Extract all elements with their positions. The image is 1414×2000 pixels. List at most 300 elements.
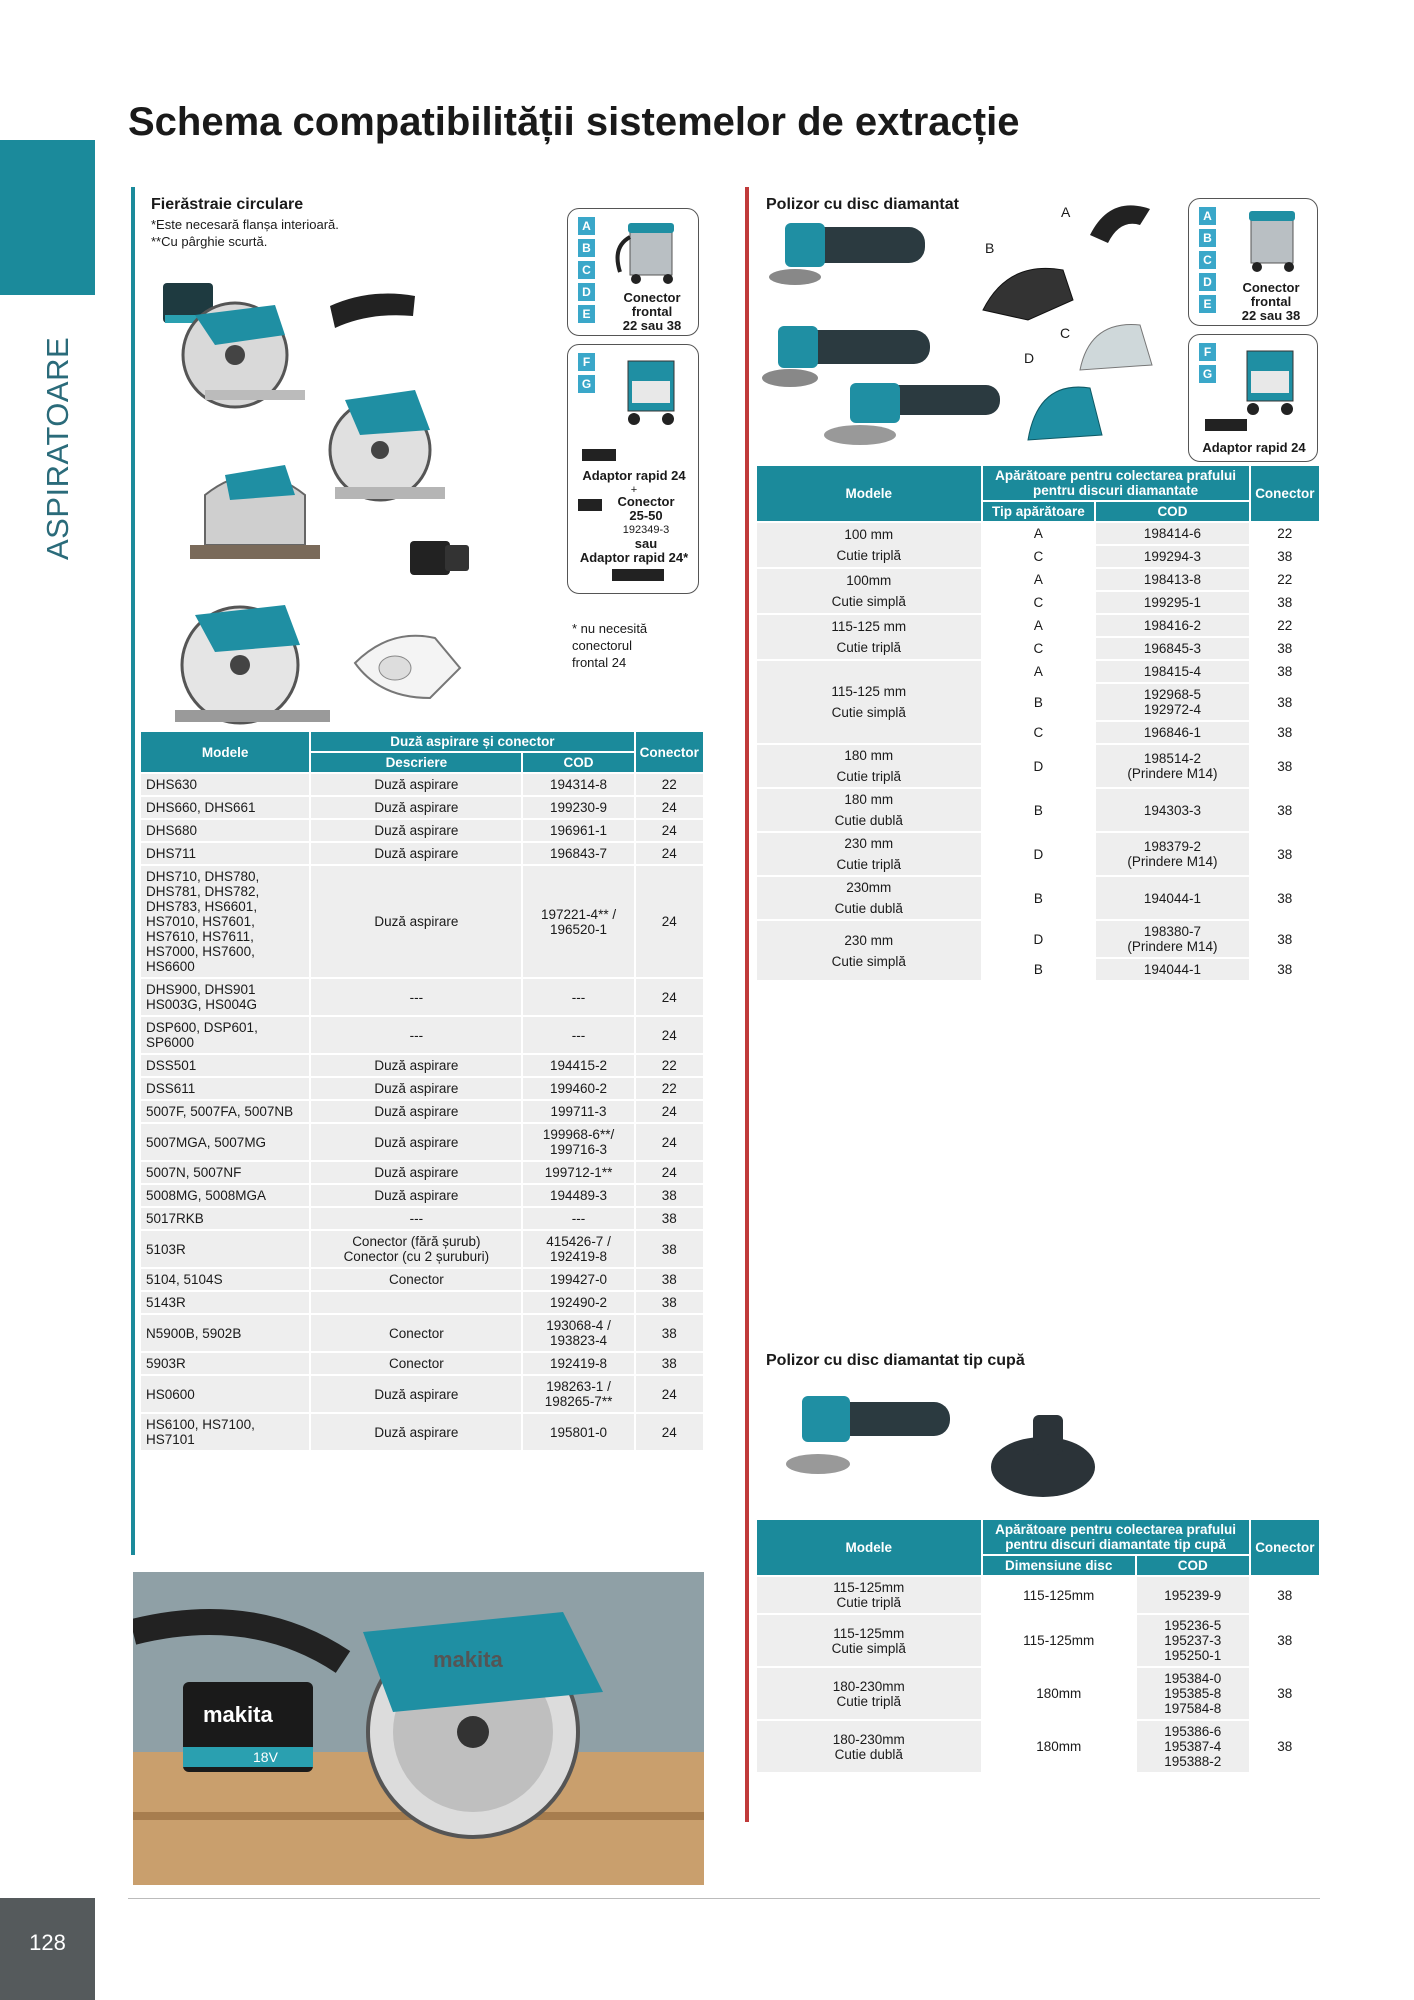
description-cell <box>311 1292 521 1313</box>
code-cell: --- <box>523 1017 633 1053</box>
model-cell <box>757 877 981 919</box>
connector-cell: 24 <box>636 1414 703 1450</box>
table-row <box>757 661 1319 682</box>
letter-badge: B <box>1199 229 1216 247</box>
header-code: COD <box>523 753 633 772</box>
table-row <box>141 866 703 977</box>
guard-type-cell: C <box>983 638 1095 659</box>
code-cell: 198263-1 / 198265-7** <box>523 1376 633 1412</box>
model-cell: DHS630 <box>141 774 309 795</box>
product-photo <box>133 1572 704 1885</box>
letter-badge: G <box>578 375 595 393</box>
guard-type-cell: B <box>983 789 1095 831</box>
guard-type-cell: B <box>983 877 1095 919</box>
connector-size: 25-50 <box>629 508 663 523</box>
connector-cell: 24 <box>636 1376 703 1412</box>
model-cell: DHS660, DHS661 <box>141 797 309 818</box>
footnote-line: frontal 24 <box>572 655 627 670</box>
cup-grinder-image <box>778 1388 958 1498</box>
caption-line: frontal <box>1250 294 1292 309</box>
code-cell: 193068-4 / 193823-4 <box>523 1315 633 1351</box>
table-row <box>141 1353 703 1374</box>
description-cell: --- <box>311 1208 521 1229</box>
table-row <box>141 1376 703 1412</box>
table-row <box>141 1124 703 1160</box>
guard-type-cell: B <box>983 684 1095 720</box>
vacuum-cleaner-icon <box>610 217 695 287</box>
table-row <box>757 1615 1319 1666</box>
cup-guard-table <box>755 1518 1321 1774</box>
connector-cell: 22 <box>1251 569 1319 590</box>
accessory-box-quick-adapter <box>1188 334 1318 462</box>
connector-cell: 22 <box>1251 523 1319 544</box>
header-models: Modele <box>757 1520 981 1575</box>
description-cell: Conector <box>311 1269 521 1290</box>
table-row <box>757 615 1319 636</box>
table-row <box>141 1101 703 1122</box>
table-row <box>141 797 703 818</box>
code-cell: 198416-2 <box>1096 615 1248 636</box>
model-size: 115-125mm <box>833 1580 905 1595</box>
table-row <box>757 1577 1319 1613</box>
table-row <box>141 979 703 1015</box>
table-row <box>757 921 1319 957</box>
header-connector: Conector <box>1251 466 1319 521</box>
code-cell: 192490-2 <box>523 1292 633 1313</box>
description-cell: Duză aspirare <box>311 797 521 818</box>
guard-type-cell: D <box>983 921 1095 957</box>
model-size: 115-125 mm <box>831 619 907 634</box>
table-row <box>757 523 1319 544</box>
code-cell: 199294-3 <box>1096 546 1248 567</box>
model-cell: 5007N, 5007NF <box>141 1162 309 1183</box>
table-row <box>757 789 1319 831</box>
footer-rule <box>128 1898 1320 1899</box>
guard-type-cell: A <box>983 523 1095 544</box>
caption-line: Conector <box>623 290 681 305</box>
model-size: 180 mm <box>844 748 894 763</box>
header-connector: Conector <box>1251 1520 1319 1575</box>
description-cell: Duză aspirare <box>311 1185 521 1206</box>
model-cell <box>757 523 981 567</box>
letter-badge: D <box>1199 273 1216 291</box>
code-cell: 195236-5 195237-3 195250-1 <box>1137 1615 1249 1666</box>
connector-cell: 38 <box>1251 1577 1319 1613</box>
plunge-saw-image <box>185 455 325 585</box>
caption-line: frontal <box>631 304 673 319</box>
header-models: Modele <box>141 732 309 772</box>
disc-size-cell: 115-125mm <box>983 1615 1135 1666</box>
accessory-box-front-connector <box>1188 198 1318 326</box>
model-packaging: Cutie dublă <box>834 901 903 916</box>
table-row <box>141 1292 703 1313</box>
guard-type-cell: B <box>983 959 1095 980</box>
model-cell: 5103R <box>141 1231 309 1267</box>
table-row <box>141 1231 703 1267</box>
model-cell: DSS611 <box>141 1078 309 1099</box>
model-size: 180-230mm <box>832 1731 905 1747</box>
guard-a-image <box>1080 195 1158 250</box>
guard-d-image <box>1020 370 1110 450</box>
model-cell <box>757 789 981 831</box>
model-cell: DHS711 <box>141 843 309 864</box>
model-packaging: Cutie triplă <box>836 769 902 784</box>
connector-cell: 38 <box>1251 921 1319 957</box>
model-size: 180 mm <box>844 792 894 807</box>
connector-cell: 38 <box>1251 959 1319 980</box>
section-side-label: ASPIRATOARE <box>40 336 75 560</box>
code-cell: 199427-0 <box>523 1269 633 1290</box>
connector-cell: 24 <box>636 1162 703 1183</box>
connector-cell: 24 <box>636 820 703 841</box>
model-packaging: Cutie triplă <box>836 857 902 872</box>
table-row <box>141 1269 703 1290</box>
letter-badge: A <box>578 217 595 235</box>
adapter-icon <box>608 567 668 583</box>
model-packaging: Cutie simplă <box>831 1640 906 1656</box>
code-cell: 194044-1 <box>1096 959 1248 980</box>
code-cell: 194415-2 <box>523 1055 633 1076</box>
model-packaging: Cutie triplă <box>836 548 902 563</box>
letter-badge: C <box>1199 251 1216 269</box>
connector-cell: 38 <box>1251 789 1319 831</box>
model-cell: HS0600 <box>141 1376 309 1412</box>
adapter-label: Adaptor rapid 24 <box>1202 440 1306 455</box>
code-cell: --- <box>523 1208 633 1229</box>
description-cell: Duză aspirare <box>311 866 521 977</box>
code-cell: 198514-2 (Prindere M14) <box>1096 745 1248 787</box>
accessory-box-quick-adapter <box>567 344 699 594</box>
description-cell: Conector <box>311 1315 521 1351</box>
connector-cell: 38 <box>1251 1721 1319 1772</box>
code-cell: 196846-1 <box>1096 722 1248 743</box>
code-cell: 195801-0 <box>523 1414 633 1450</box>
table-row <box>141 774 703 795</box>
code-cell: 199295-1 <box>1096 592 1248 613</box>
model-packaging: Cutie dublă <box>834 1746 903 1762</box>
model-cell: 5903R <box>141 1353 309 1374</box>
letter-badge: E <box>1199 295 1216 313</box>
model-packaging: Cutie triplă <box>836 1693 902 1709</box>
adapter-label: Adaptor rapid 24 <box>582 468 686 483</box>
code-cell: 192419-8 <box>523 1353 633 1374</box>
header-group: Apărătoare pentru colectarea prafului pentru discuri diamantate tip cupă <box>983 1520 1249 1554</box>
connector-cell: 38 <box>636 1269 703 1290</box>
table-row <box>141 1185 703 1206</box>
model-cell <box>757 1615 981 1666</box>
caption-line: 22 sau 38 <box>622 318 682 333</box>
connector-cell: 38 <box>636 1292 703 1313</box>
model-packaging: Cutie dublă <box>834 813 903 828</box>
description-cell: Duză aspirare <box>311 774 521 795</box>
model-size: 115-125 mm <box>831 684 907 699</box>
description-cell: Duză aspirare <box>311 1078 521 1099</box>
footnote-line: * nu necesită <box>572 621 648 636</box>
header-disc-size: Dimensiune disc <box>983 1556 1135 1575</box>
vacuum-cleaner-icon <box>610 351 690 431</box>
connector-code: 192349-3 <box>622 524 670 536</box>
connector-cell: 24 <box>636 979 703 1015</box>
letter-badge: G <box>1199 365 1216 383</box>
model-cell: 5007F, 5007FA, 5007NB <box>141 1101 309 1122</box>
page-number: 128 <box>29 1930 66 1955</box>
adapter-icon <box>580 447 620 463</box>
guard-label-c: C <box>1060 325 1071 341</box>
vacuum-cleaner-icon <box>1231 205 1316 275</box>
description-cell: Duză aspirare <box>311 1124 521 1160</box>
description-cell: Duză aspirare <box>311 1162 521 1183</box>
model-cell: HS6100, HS7100, HS7101 <box>141 1414 309 1450</box>
model-packaging: Cutie simplă <box>831 594 906 609</box>
or-label: sau <box>634 536 658 551</box>
description-cell: Duză aspirare <box>311 820 521 841</box>
code-cell: 195239-9 <box>1137 1577 1249 1613</box>
vacuum-cleaner-icon <box>1229 341 1309 419</box>
diamond-grinder-heading: Polizor cu disc diamantat <box>766 196 959 213</box>
model-cell <box>757 921 981 980</box>
code-cell: 198414-6 <box>1096 523 1248 544</box>
model-cell: N5900B, 5902B <box>141 1315 309 1351</box>
table-row <box>141 843 703 864</box>
model-packaging: Cutie triplă <box>836 1595 902 1610</box>
guard-type-cell: D <box>983 833 1095 875</box>
code-cell: 415426-7 / 192419-8 <box>523 1231 633 1267</box>
connector-cell: 38 <box>1251 592 1319 613</box>
connector-cell: 38 <box>636 1353 703 1374</box>
table-row <box>141 1208 703 1229</box>
model-cell: DHS710, DHS780, DHS781, DHS782, DHS783, HS6601, HS7010, HS7601, HS7610, HS7611, HS7000, HS7600, HS6600 <box>141 866 309 977</box>
connector-label: Conector <box>617 494 675 509</box>
table-row <box>141 1315 703 1351</box>
code-cell: 198380-7 (Prindere M14) <box>1096 921 1248 957</box>
guard-adapter-image <box>350 628 465 703</box>
guard-label-a: A <box>1061 204 1071 220</box>
letter-badge: C <box>578 261 595 279</box>
letter-badge: A <box>1199 207 1216 225</box>
model-size: 230mm <box>846 880 892 895</box>
table-row <box>757 1721 1319 1772</box>
table-row <box>757 877 1319 919</box>
code-cell: 194303-3 <box>1096 789 1248 831</box>
letter-badge: F <box>1199 343 1216 361</box>
circular-saw-image-3 <box>165 590 335 740</box>
disc-size-cell: 180mm <box>983 1721 1135 1772</box>
connector-cell: 38 <box>1251 1615 1319 1666</box>
header-connector: Conector <box>636 732 703 772</box>
connector-cell: 38 <box>1251 722 1319 743</box>
model-packaging: Cutie simplă <box>831 705 906 720</box>
table-row <box>141 1414 703 1450</box>
model-cell: 5008MG, 5008MGA <box>141 1185 309 1206</box>
code-cell: 199460-2 <box>523 1078 633 1099</box>
model-cell: DSS501 <box>141 1055 309 1076</box>
guard-type-cell: A <box>983 661 1095 682</box>
guard-type-cell: C <box>983 722 1095 743</box>
guard-type-cell: C <box>983 592 1095 613</box>
code-cell: 196843-7 <box>523 843 633 864</box>
code-cell: --- <box>523 979 633 1015</box>
guard-type-cell: A <box>983 569 1095 590</box>
model-cell: 5143R <box>141 1292 309 1313</box>
code-cell: 194044-1 <box>1096 877 1248 919</box>
code-cell: 199711-3 <box>523 1101 633 1122</box>
connector-cell: 38 <box>1251 684 1319 720</box>
description-cell: Duză aspirare <box>311 1101 521 1122</box>
table-row <box>141 820 703 841</box>
guard-label-d: D <box>1024 350 1035 366</box>
angle-grinder-image-1 <box>765 215 935 310</box>
connector-cell: 38 <box>1251 877 1319 919</box>
connector-cell: 24 <box>636 1124 703 1160</box>
footnote-line: conectorul <box>572 638 632 653</box>
header-guard-type: Tip apărătoare <box>983 502 1095 521</box>
connector-cell: 24 <box>636 1017 703 1053</box>
model-cell: 5104, 5104S <box>141 1269 309 1290</box>
letter-badge: B <box>578 239 595 257</box>
code-cell: 194314-8 <box>523 774 633 795</box>
code-cell: 196961-1 <box>523 820 633 841</box>
disc-size-cell: 180mm <box>983 1668 1135 1719</box>
model-size: 100mm <box>846 573 892 588</box>
table-row <box>757 833 1319 875</box>
note-lever: **Cu pârghie scurtă. <box>151 234 268 249</box>
dust-nozzle-image <box>325 288 420 330</box>
header-group: Duză aspirare și conector <box>311 732 633 751</box>
connector-cell: 22 <box>636 1055 703 1076</box>
description-cell: Duză aspirare <box>311 843 521 864</box>
angle-grinder-image-3 <box>820 375 1005 470</box>
code-cell: 198413-8 <box>1096 569 1248 590</box>
code-cell: 199968-6**/ 199716-3 <box>523 1124 633 1160</box>
description-cell: --- <box>311 1017 521 1053</box>
connector-cell: 22 <box>1251 615 1319 636</box>
description-cell: --- <box>311 979 521 1015</box>
connector-cell: 38 <box>636 1315 703 1351</box>
cup-guard-image <box>985 1405 1105 1505</box>
note-flange: *Este necesară flanșa interioară. <box>151 217 339 232</box>
diamond-guard-table <box>755 464 1321 982</box>
model-cell: DHS680 <box>141 820 309 841</box>
letter-badge: F <box>578 353 595 371</box>
connector-cell: 38 <box>1251 745 1319 787</box>
guard-type-cell: C <box>983 546 1095 567</box>
description-cell: Duză aspirare <box>311 1055 521 1076</box>
photo-battery-text: 18V <box>253 1749 278 1765</box>
circular-saw-image-1 <box>155 275 315 415</box>
caption-line: 22 sau 38 <box>1241 308 1301 323</box>
model-cell <box>757 1721 981 1772</box>
model-cell: 5017RKB <box>141 1208 309 1229</box>
connector-cell: 38 <box>1251 546 1319 567</box>
model-size: 180-230mm <box>832 1678 905 1694</box>
model-size: 230 mm <box>844 836 894 851</box>
connector-cell: 38 <box>636 1208 703 1229</box>
right-panel-bar <box>745 187 749 1822</box>
model-size: 115-125mm <box>833 1625 905 1641</box>
model-size: 100 mm <box>844 527 894 542</box>
model-cell <box>757 615 981 659</box>
guard-b-image <box>978 250 1078 325</box>
adapter-icon <box>1203 417 1251 433</box>
code-cell: 195386-6 195387-4 195388-2 <box>1137 1721 1249 1772</box>
letter-badge: E <box>578 305 595 323</box>
connector-image <box>405 533 475 583</box>
code-cell: 196845-3 <box>1096 638 1248 659</box>
guard-type-cell: A <box>983 615 1095 636</box>
model-cell <box>757 745 981 787</box>
code-cell: 195384-0 195385-8 197584-8 <box>1137 1668 1249 1719</box>
photo-guard-brand-text: makita <box>433 1647 503 1672</box>
description-cell: Conector (fără șurub) Conector (cu 2 șuruburi) <box>311 1231 521 1267</box>
table-row <box>757 1668 1319 1719</box>
table-row <box>141 1162 703 1183</box>
side-accent-block <box>0 140 95 295</box>
table-row <box>757 745 1319 787</box>
left-panel-bar <box>131 187 135 1555</box>
model-cell <box>757 1668 981 1719</box>
model-cell <box>757 569 981 613</box>
description-cell: Conector <box>311 1353 521 1374</box>
connector-cell: 24 <box>636 1101 703 1122</box>
connector-cell: 38 <box>1251 638 1319 659</box>
header-code: COD <box>1137 1556 1249 1575</box>
table-row <box>141 1017 703 1053</box>
adapter-alt-label: Adaptor rapid 24* <box>579 550 689 565</box>
connector-cell: 22 <box>636 774 703 795</box>
code-cell: 198415-4 <box>1096 661 1248 682</box>
code-cell: 198379-2 (Prindere M14) <box>1096 833 1248 875</box>
table-row <box>141 1055 703 1076</box>
connector-cell: 24 <box>636 866 703 977</box>
description-cell: Duză aspirare <box>311 1376 521 1412</box>
code-cell: 192968-5 192972-4 <box>1096 684 1248 720</box>
table-row <box>141 1078 703 1099</box>
model-packaging: Cutie triplă <box>836 640 902 655</box>
guard-type-cell: D <box>983 745 1095 787</box>
connector-cell: 38 <box>1251 661 1319 682</box>
header-models: Modele <box>757 466 981 521</box>
circular-saws-heading: Fierăstraie circulare <box>151 196 304 213</box>
plus-sign: + <box>630 484 638 496</box>
connector-cell: 24 <box>636 843 703 864</box>
model-packaging: Cutie simplă <box>831 953 906 969</box>
header-description: Descriere <box>311 753 521 772</box>
connector-cell: 38 <box>636 1185 703 1206</box>
header-code: COD <box>1096 502 1248 521</box>
accessory-box-front-connector <box>567 208 699 336</box>
connector-cell: 22 <box>636 1078 703 1099</box>
model-cell: 5007MGA, 5007MG <box>141 1124 309 1160</box>
header-group: Apărătoare pentru colectarea prafului pentru discuri diamantate <box>983 466 1249 500</box>
circular-saw-table <box>139 730 705 1452</box>
table-row <box>757 569 1319 590</box>
photo-brand-text: makita <box>203 1702 273 1727</box>
code-cell: 199230-9 <box>523 797 633 818</box>
description-cell: Duză aspirare <box>311 1414 521 1450</box>
code-cell: 197221-4** / 196520-1 <box>523 866 633 977</box>
disc-size-cell: 115-125mm <box>983 1577 1135 1613</box>
letter-badge: D <box>578 283 595 301</box>
code-cell: 194489-3 <box>523 1185 633 1206</box>
connector-cell: 24 <box>636 797 703 818</box>
circular-saw-image-2 <box>305 375 455 515</box>
model-cell: DHS900, DHS901 HS003G, HS004G <box>141 979 309 1015</box>
connector-cell: 38 <box>1251 1668 1319 1719</box>
model-cell <box>757 833 981 875</box>
model-cell <box>757 1577 981 1613</box>
caption-line: Conector <box>1242 280 1300 295</box>
connector-cell: 38 <box>636 1231 703 1267</box>
